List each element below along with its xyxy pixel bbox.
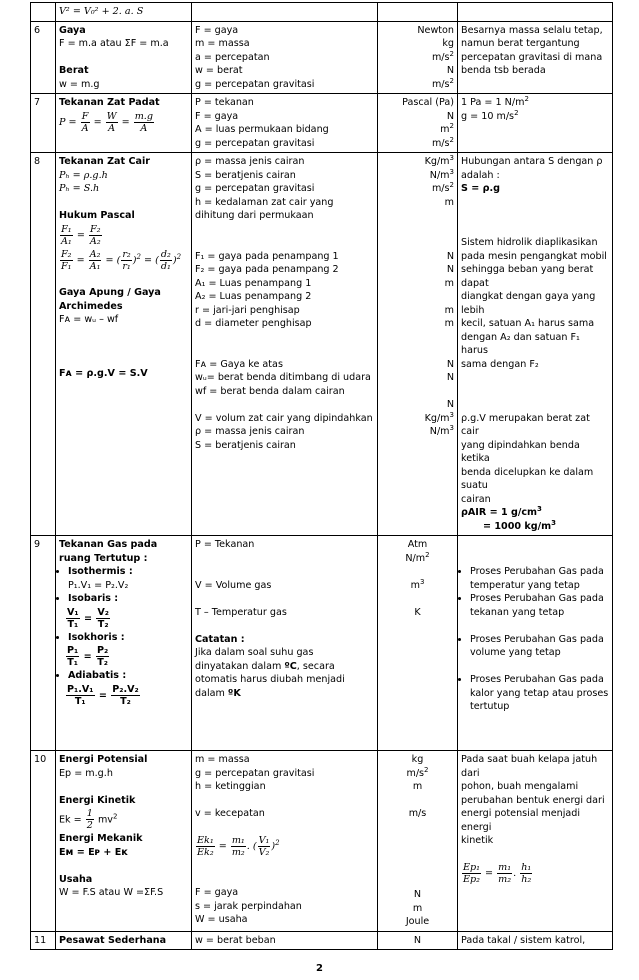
- note: cairan: [461, 493, 491, 505]
- formula: Pₕ = S.h: [59, 183, 100, 194]
- unit: $Kg/m^3$: [424, 153, 454, 167]
- variable-def: T – Temperatur gas: [195, 606, 287, 618]
- variable-def: v = kecepatan: [195, 808, 265, 819]
- unit: N: [446, 250, 454, 262]
- note: Hubungan antara S dengan ρ: [461, 156, 603, 167]
- unit: $N/m^3$: [429, 167, 454, 181]
- topic-title: Tekanan Gas pada: [59, 539, 158, 550]
- note: ρAIR = 1 $g/cm^3$: [461, 504, 542, 518]
- variable-def: Fᴀ = Gaya ke atas: [195, 358, 283, 370]
- variable-def: g = percepatan gravitasi: [195, 183, 315, 194]
- variable-def: m = massa: [195, 38, 250, 49]
- unit: $m/s^2$: [431, 180, 454, 194]
- note: Sistem hidrolik diaplikasikan: [461, 237, 598, 248]
- topic-title: Gaya Apung / Gaya: [59, 287, 161, 298]
- note: pohon, buah mengalami: [461, 781, 579, 792]
- row-number: 8: [31, 153, 56, 536]
- unit: m: [444, 277, 454, 289]
- unit: $m/s^2$: [406, 765, 429, 779]
- unit: $m^3$: [410, 577, 425, 591]
- topic-title: Pesawat Sederhana: [56, 931, 192, 950]
- unit: N: [446, 358, 454, 370]
- formula: Pₕ = ρ.g.h: [59, 169, 108, 181]
- note: S = ρ.g: [461, 183, 501, 194]
- variable-def: P = Tekanan: [195, 539, 255, 550]
- table-row-top-formula: [31, 3, 613, 22]
- unit: $m^2$: [440, 121, 454, 135]
- topic-title: Tekanan Zat Cair: [59, 156, 150, 167]
- formula: P₁.V₁ = P₂.V₂: [68, 579, 129, 591]
- unit: Newton: [417, 24, 454, 36]
- unit: $m/s^2$: [431, 135, 454, 149]
- variable-def: W = usaha: [195, 914, 248, 925]
- variable-def: r = jari-jari penghisap: [195, 304, 300, 316]
- variable-def: h = kedalaman zat cair yang: [195, 196, 334, 208]
- note: yang dipindahkan benda ketika: [461, 439, 580, 464]
- note: perubahan bentuk energi dari: [461, 794, 605, 806]
- note: Pada saat buah kelapa jatuh dari: [461, 754, 598, 779]
- topic-formula: F = m.a atau ΣF = m.a: [59, 38, 169, 49]
- note: • Proses Perubahan Gas pada: [470, 592, 609, 606]
- note: Pada takal / sistem katrol,: [458, 931, 613, 950]
- table-row-11: [31, 931, 613, 950]
- table-row-8: [31, 153, 613, 536]
- variable-def: A₁ = Luas penampang 1: [195, 277, 312, 289]
- unit: N: [446, 110, 454, 122]
- note: percepatan gravitasi di mana: [461, 51, 603, 63]
- note: pada mesin pengangkat mobil: [461, 250, 607, 262]
- topic-title: ruang Tertutup :: [59, 552, 148, 564]
- topic-title: Energi Potensial: [59, 754, 148, 765]
- note: 1 Pa = 1 $N/m^2$: [461, 94, 529, 108]
- note: benda dicelupkan ke dalam suatu: [461, 466, 594, 491]
- variable-def: S = beratjenis cairan: [195, 439, 296, 451]
- variable-def: F = gaya: [195, 887, 239, 898]
- note: sehingga beban yang berat dapat: [461, 264, 594, 289]
- note: • Proses Perubahan Gas pada: [470, 565, 609, 579]
- formula: Fᴀ = wᵤ – wf: [59, 314, 119, 325]
- note: energi potensial menjadi energi: [461, 808, 581, 833]
- row-number: 10: [31, 751, 56, 932]
- topic-title: Berat: [59, 65, 89, 76]
- formula: Fᴀ = ρ.g.V = S.V: [59, 368, 148, 379]
- variable-def: F = gaya: [195, 24, 239, 36]
- note: kalor yang tetap atau proses: [470, 687, 609, 699]
- variable-def: w = berat: [195, 65, 243, 76]
- unit: m/s: [408, 808, 427, 819]
- unit: Pascal (Pa): [402, 97, 454, 108]
- unit: $m/s^2$: [431, 76, 454, 90]
- variable-def: F = gaya: [195, 110, 239, 122]
- topic-formula: w = m.g: [59, 78, 100, 90]
- variable-def: d = diameter penghisap: [195, 318, 312, 329]
- page-number: 2: [316, 963, 323, 974]
- isochoric-formula: $\frac{\text{P₁}}{\text{T₁}}$ = $\frac{\text{P₂}}{\text{T₂}}$: [67, 645, 109, 668]
- variable-def: h = ketinggian: [195, 781, 266, 792]
- adiabatic-formula: $\frac{\text{P₁.V₁}}{\text{T₁}}$ = $\frac{\text{P₂.V₂}}{\text{T₂}}$: [67, 683, 139, 707]
- unit: K: [414, 606, 421, 618]
- process-title: • Isobaris :: [68, 592, 188, 606]
- note: volume yang tetap: [470, 647, 561, 658]
- unit: N: [446, 264, 454, 275]
- unit: N: [413, 889, 422, 900]
- unit: N: [446, 372, 454, 383]
- note: benda tsb berada: [461, 65, 546, 76]
- unit: $N/m^3$: [429, 423, 454, 437]
- variable-def: F₂ = gaya pada penampang 2: [195, 264, 339, 275]
- variable-def: a = percepatan: [195, 51, 270, 63]
- note: temperatur yang tetap: [470, 579, 580, 591]
- pascal-formula-1: $\frac{\text{F₁}}{\text{A₁}}$ = $\frac{\text{F₂}}{\text{A₂}}$: [61, 223, 101, 247]
- variable-def: g = percepatan gravitasi: [195, 137, 315, 149]
- note: adalah :: [461, 169, 500, 181]
- variable-def: S = beratjenis cairan: [195, 169, 296, 181]
- note: tekanan yang tetap: [470, 606, 565, 618]
- variable-def: m = massa: [195, 754, 250, 765]
- formula: W = F.S atau W =ΣF.S: [59, 887, 164, 898]
- unit: m: [444, 196, 454, 208]
- variable-def: V = Volume gas: [195, 579, 272, 591]
- note: Besarnya massa selalu tetap,: [461, 24, 603, 36]
- unit: Atm: [407, 539, 428, 550]
- process-title: • Isothermis :: [68, 565, 188, 579]
- unit: kg: [442, 38, 454, 49]
- unit: N: [446, 65, 454, 76]
- note: sama dengan F₂: [461, 358, 539, 370]
- note: Jika dalam soal suhu gas: [195, 647, 314, 658]
- pressure-formula: P = $\frac{F}{A}$ = $\frac{W}{A}$ = $\frac{m.g}{A}$: [59, 110, 153, 134]
- unit: $Kg/m^3$: [424, 410, 454, 424]
- unit: Joule: [405, 916, 430, 927]
- unit: $N/m^2$: [405, 550, 430, 564]
- note: ρ.g.V merupakan berat zat cair: [461, 412, 590, 437]
- note: diangkat dengan gaya yang lebih: [461, 291, 596, 316]
- topic-title: Archimedes: [59, 300, 123, 312]
- row-number: 7: [31, 94, 56, 153]
- note: • Proses Perubahan Gas pada: [470, 673, 609, 687]
- note-title: Catatan :: [195, 633, 245, 645]
- formula: Ep = m.g.h: [59, 767, 113, 779]
- variable-def: wf = berat benda dalam cairan: [195, 385, 345, 397]
- note: dengan A₂ dan satuan F₁ harus: [461, 331, 580, 356]
- note: dinyatakan dalam ºC, secara: [195, 660, 335, 672]
- variable-def: w = berat beban: [192, 931, 378, 950]
- variable-def: s = jarak perpindahan: [195, 900, 302, 912]
- row-number: 11: [31, 931, 56, 950]
- table-row-6: [31, 21, 613, 94]
- variable-def: A₂ = Luas penampang 2: [195, 291, 312, 302]
- note: • Proses Perubahan Gas pada: [470, 633, 609, 647]
- formula-v2: V² = V₀² + 2. a. S: [59, 6, 144, 17]
- topic-title: Hukum Pascal: [59, 210, 135, 221]
- row-number: 9: [31, 536, 56, 751]
- variable-def: dihitung dari permukaan: [195, 210, 314, 221]
- physics-formula-table: [30, 2, 613, 950]
- table-row-10: [31, 751, 613, 932]
- variable-def: g = percepatan gravitasi: [195, 78, 315, 90]
- note: g = 10 $m/s^2$: [461, 108, 519, 122]
- formula: Eᴍ = Eᴘ + Eᴋ: [59, 846, 128, 858]
- variable-def: V = volum zat cair yang dipindahkan: [195, 412, 373, 424]
- topic-title: Energi Mekanik: [59, 833, 143, 844]
- topic-title: Tekanan Zat Padat: [59, 97, 160, 108]
- topic-title: Energi Kinetik: [59, 794, 136, 806]
- variable-def: ρ = massa jenis cairan: [195, 156, 305, 167]
- note: kinetik: [461, 835, 494, 846]
- variable-def: A = luas permukaan bidang: [195, 124, 329, 135]
- unit: m: [444, 318, 454, 329]
- variable-def: ρ = massa jenis cairan: [195, 426, 305, 437]
- variable-def: g = percepatan gravitasi: [195, 767, 315, 779]
- unit: m: [412, 781, 423, 792]
- pascal-formula-2: $\frac{\text{F₂}}{\text{F₁}}$ = $\frac{\text{A₂}}{\text{A₁}}$ = ( $\frac{\text{r₂}}{\text{r₁}}$ )$^2$ = ( $\frac{\text{d₂}}{\text{d₁}}$ )$^2$: [61, 248, 182, 272]
- variable-def: F₁ = gaya pada penampang 1: [195, 250, 339, 262]
- table-row-7: [31, 94, 613, 153]
- note: namun berat tergantung: [461, 38, 580, 49]
- unit: N: [446, 399, 454, 410]
- unit: m: [444, 304, 454, 316]
- potential-ratio-formula: $\frac{\text{Ep₁}}{\text{Ep₂}}$ = $\frac{\text{m₁}}{\text{m₂}}$ . $\frac{\text{h₁}}{\text{h₂}}$: [463, 862, 532, 885]
- unit: $m/s^2$: [431, 49, 454, 63]
- kinetic-formula: Ek = $\frac{1}{2}$ $mv^2$: [59, 808, 118, 831]
- process-title: • Adiabatis :: [68, 669, 188, 683]
- unit: kg: [411, 754, 424, 765]
- note: otomatis harus diubah menjadi: [195, 674, 345, 685]
- note: dalam ºK: [195, 687, 241, 699]
- row-number: 6: [31, 21, 56, 94]
- note: tertutup: [470, 701, 510, 712]
- variable-def: P = tekanan: [195, 97, 254, 108]
- variable-def: wᵤ= berat benda ditimbang di udara: [195, 372, 371, 383]
- unit: N: [378, 931, 458, 950]
- note: = 1000 $kg/m^3$: [483, 518, 557, 532]
- topic-title: Gaya: [59, 24, 86, 36]
- process-title: • Isokhoris :: [68, 631, 188, 645]
- topic-title: Usaha: [59, 873, 93, 885]
- isobaric-formula: $\frac{\text{V₁}}{\text{T₁}}$ = $\frac{\text{V₂}}{\text{T₂}}$: [67, 606, 109, 630]
- table-row-9: [31, 536, 613, 751]
- unit: m: [412, 902, 423, 914]
- note: kecil, satuan A₁ harus sama: [461, 318, 595, 329]
- energy-ratio-formula: $\frac{\text{Ek₁}}{\text{Ek₂}}$ = $\frac{\text{m₁}}{\text{m₂}}$ . ( $\frac{\text{V₁}}{\text{V₂}}$ )$^2$: [197, 835, 280, 858]
